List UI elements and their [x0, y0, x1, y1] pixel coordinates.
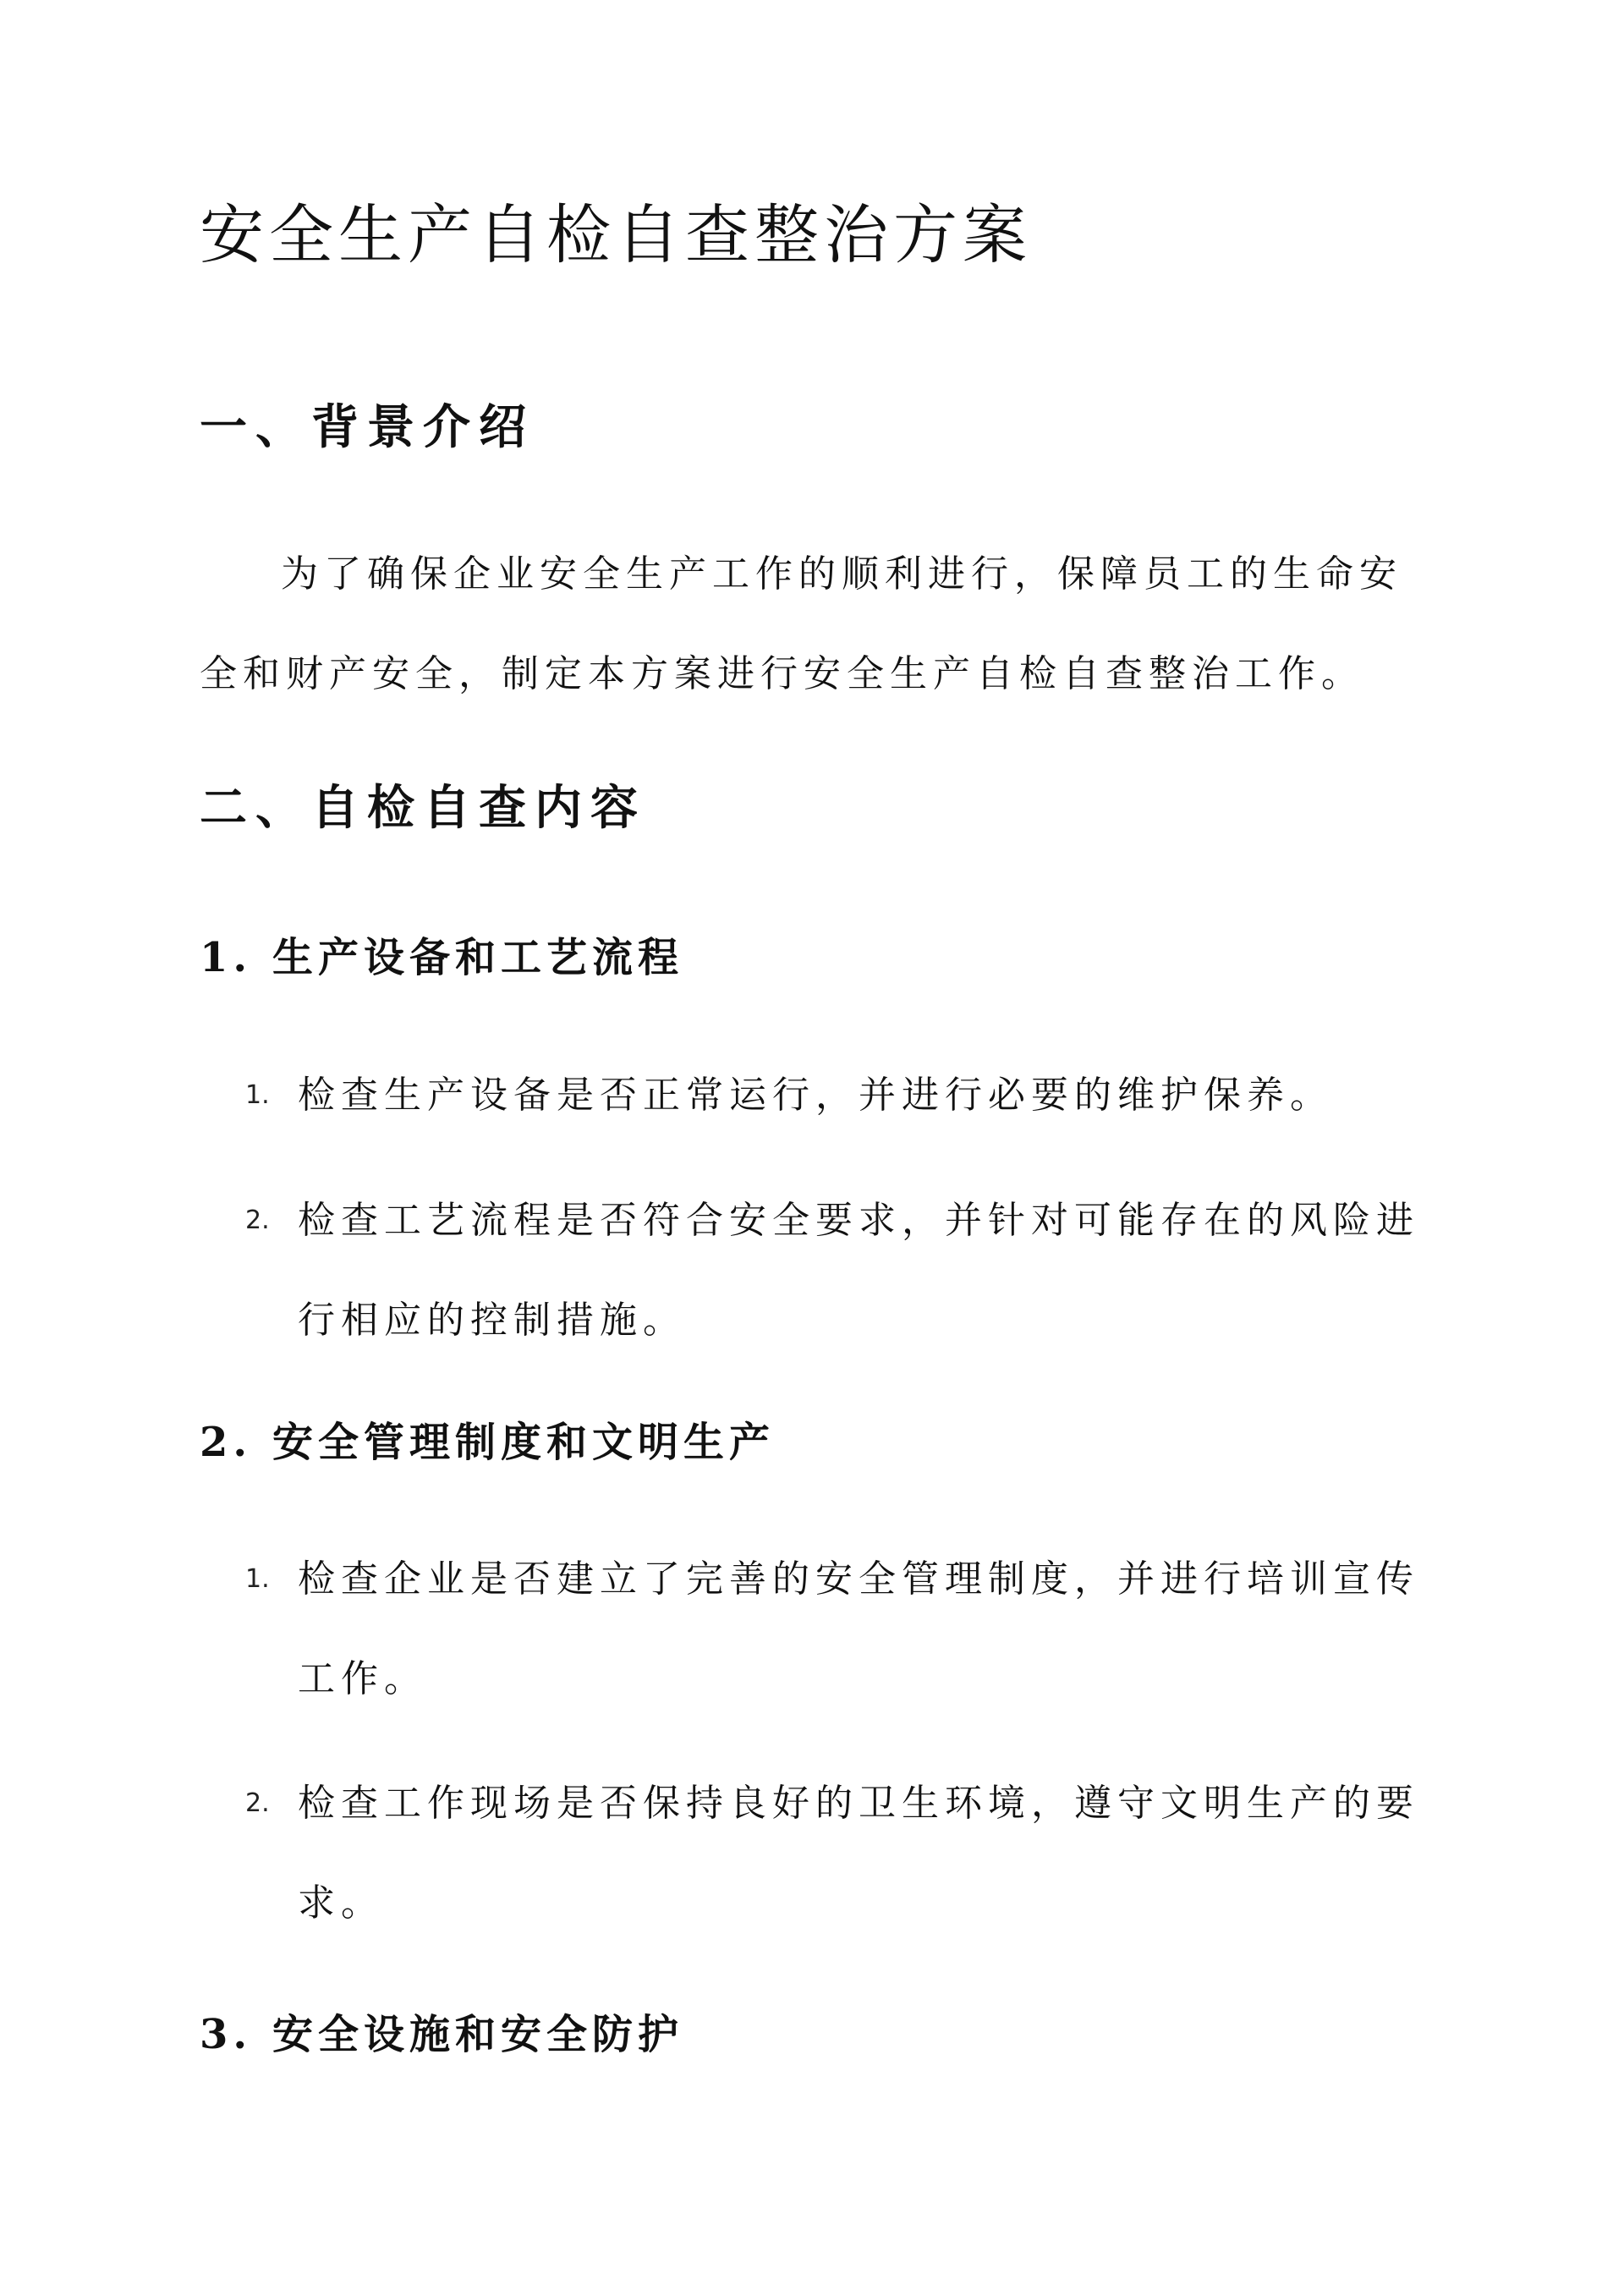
- background-paragraph-text: 为了确保企业安全生产工作的顺利进行，保障员工的生命安全和财产安全，制定本方案进行安全生产自检自查整治工作。: [200, 552, 1402, 695]
- list-item-text: 检查工作现场是否保持良好的卫生环境，遵守文明生产的要求。: [298, 1782, 1419, 1925]
- subsection-number: 2.: [200, 1419, 253, 1466]
- subsection-title: 生产设备和工艺流程: [272, 934, 684, 981]
- list-item: [245, 1530, 1438, 1729]
- list-item-text: 检查企业是否建立了完善的安全管理制度，并进行培训宣传工作。: [298, 1557, 1419, 1700]
- list-marker: 2.: [245, 1788, 270, 1818]
- section-heading-inspection-content: 二、自检自查内容: [200, 780, 646, 836]
- subsection-heading-management: [200, 1413, 775, 1472]
- document-title: 安全生产自检自查整治方案: [200, 197, 1032, 272]
- subsection-heading-equipment: [200, 928, 683, 987]
- list-marker: 2.: [245, 1206, 270, 1235]
- list-item: [245, 1754, 1438, 1953]
- subsection-number: 1.: [200, 934, 253, 981]
- list-marker: 1.: [245, 1080, 270, 1110]
- section-heading-background: 一、背景介绍: [200, 399, 535, 455]
- list-item: [245, 1046, 1438, 1145]
- subsection-heading-safety-facilities: [200, 2005, 683, 2064]
- list-item-text: 检查生产设备是否正常运行，并进行必要的维护保养。: [298, 1074, 1333, 1117]
- list-marker: 1.: [245, 1564, 270, 1594]
- background-paragraph: [200, 525, 1435, 724]
- list-item-text: 检查工艺流程是否符合安全要求，并针对可能存在的风险进行相应的控制措施。: [298, 1199, 1419, 1342]
- subsection-title: 安全管理制度和文明生产: [272, 1419, 776, 1466]
- subsection-title: 安全设施和安全防护: [272, 2011, 684, 2058]
- subsection-number: 3.: [200, 2011, 253, 2058]
- list-item: [245, 1171, 1438, 1370]
